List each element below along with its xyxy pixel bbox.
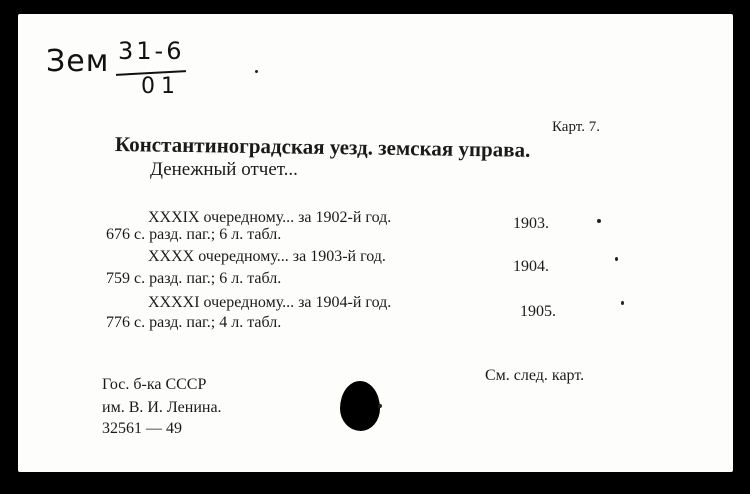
see-next-card-note: См. след. карт. <box>485 367 585 384</box>
library-line-2: им. В. И. Ленина. <box>102 399 222 416</box>
entry-2-year: 1904. <box>513 258 549 275</box>
library-line-1: Гос. б-ка СССР <box>102 376 207 393</box>
library-line-3: 32561 — 49 <box>102 420 182 437</box>
speck <box>597 219 601 223</box>
card-title: Константиноградская уезд. земская управа. <box>114 132 531 162</box>
entry-1-pagination: 676 с. разд. паг.; 6 л. табл. <box>106 226 282 243</box>
speck <box>615 257 618 261</box>
speck <box>621 301 624 305</box>
handwritten-numerator: 31-6 <box>118 37 185 65</box>
handwritten-prefix: Зем <box>46 44 110 79</box>
entry-2-pagination: 759 с. разд. паг.; 6 л. табл. <box>106 270 282 287</box>
entry-1-description: XXXIX очередному... за 1902-й год. <box>148 209 392 226</box>
handwritten-denominator: 01 <box>141 74 181 99</box>
card-number: Карт. 7. <box>552 119 600 135</box>
entry-3-year: 1905. <box>520 303 556 320</box>
card-punch-hole <box>340 381 380 431</box>
entry-3-description: XXXXI очередному... за 1904-й год. <box>148 294 392 311</box>
entry-2-description: XXXX очередному... за 1903-й год. <box>148 248 386 265</box>
speck <box>255 70 258 73</box>
card-subtitle: Денежный отчет... <box>150 159 298 180</box>
entry-3-pagination: 776 с. разд. паг.; 4 л. табл. <box>106 314 282 331</box>
catalog-card <box>18 14 733 472</box>
speck <box>378 404 382 408</box>
entry-1-year: 1903. <box>513 215 549 232</box>
